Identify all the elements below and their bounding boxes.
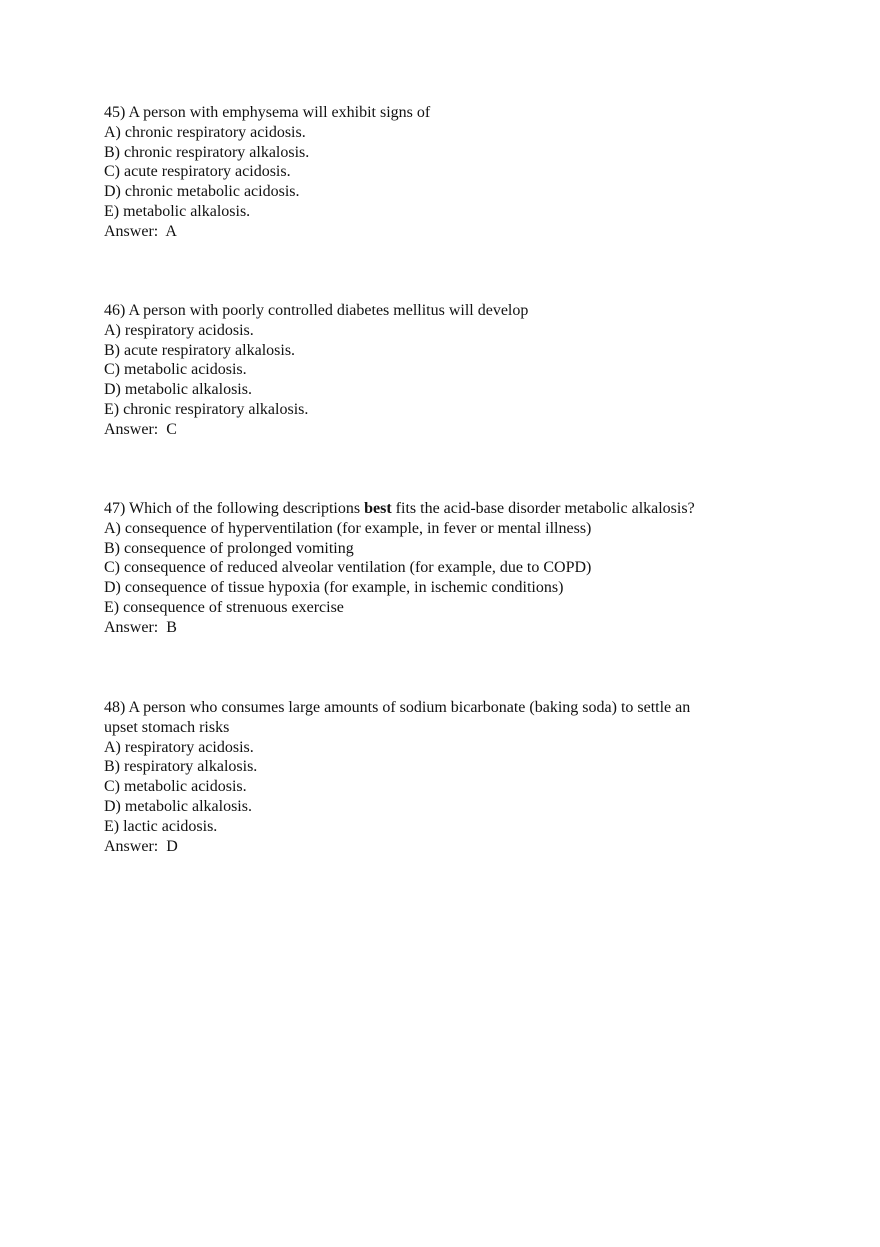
answer-value: D <box>166 837 178 855</box>
option-d: D) metabolic alkalosis. <box>104 381 252 399</box>
option-b: B) respiratory alkalosis. <box>104 758 258 776</box>
option-b: B) chronic respiratory alkalosis. <box>104 143 310 161</box>
option-d: D) chronic metabolic acidosis. <box>104 183 300 201</box>
option-b: B) consequence of prolonged vomiting <box>104 539 354 557</box>
stem-emphasis: best <box>364 500 392 517</box>
option-a: A) respiratory acidosis. <box>104 321 254 339</box>
answer-label: Answer: <box>104 222 166 240</box>
option-e: E) consequence of strenuous exercise <box>104 598 344 616</box>
answer-line <box>104 420 754 440</box>
question-45 <box>104 103 754 242</box>
option-d: D) metabolic alkalosis. <box>104 797 252 815</box>
answer-value: C <box>166 420 177 438</box>
question-stem: 46) A person with poorly controlled diabetes mellitus will develop <box>104 302 529 319</box>
option-e: E) lactic acidosis. <box>104 817 218 835</box>
option-a: A) chronic respiratory acidosis. <box>104 123 306 141</box>
question-47 <box>104 499 754 638</box>
option-c: C) acute respiratory acidosis. <box>104 163 291 181</box>
stem-text-after: fits the acid-base disorder metabolic alkalosis? <box>391 500 695 517</box>
question-stem-line-1: 48) A person who consumes large amounts of sodium bicarbonate (baking soda) to settle an <box>104 699 691 716</box>
option-e: E) chronic respiratory alkalosis. <box>104 400 309 418</box>
option-a: A) consequence of hyperventilation (for example, in fever or mental illness) <box>104 519 592 537</box>
option-c: C) metabolic acidosis. <box>104 778 247 796</box>
question-stem: 45) A person with emphysema will exhibit signs of <box>104 104 431 121</box>
answer-value: A <box>165 222 177 240</box>
answer-label: Answer: <box>104 618 167 636</box>
answer-label: Answer: <box>104 837 167 855</box>
answer-label: Answer: <box>104 420 167 438</box>
option-e: E) metabolic alkalosis. <box>104 202 251 220</box>
option-b: B) acute respiratory alkalosis. <box>104 341 296 359</box>
option-a: A) respiratory acidosis. <box>104 738 254 756</box>
answer-line <box>104 618 754 638</box>
answer-line <box>104 837 754 857</box>
option-c: C) consequence of reduced alveolar ventilation (for example, due to COPD) <box>104 559 592 577</box>
question-48 <box>104 698 754 856</box>
question-stem <box>104 499 754 519</box>
question-stem-line-2: upset stomach risks <box>104 718 230 736</box>
option-c: C) metabolic acidosis. <box>104 361 247 379</box>
answer-value: B <box>166 618 177 636</box>
question-46 <box>104 301 754 440</box>
option-d: D) consequence of tissue hypoxia (for example, in ischemic conditions) <box>104 579 564 597</box>
answer-line <box>104 222 754 242</box>
stem-text-before: 47) Which of the following descriptions <box>104 500 365 517</box>
